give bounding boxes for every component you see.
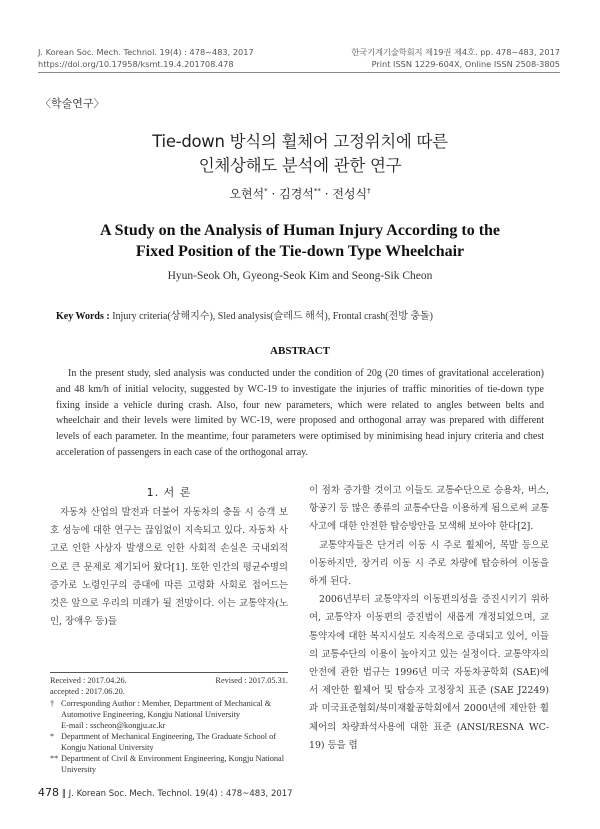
footnote-author-3 [50,753,288,775]
body-paragraph: 2006년부터 교통약자의 이동편의성을 증진시키기 위하여, 교통약자 이동편의 증진법이 새롭게 개정되었으며, 교통약자에 대한 복지시설도 지속적으로 증대되고 있어, 이들의 교통수단의 이용이 높아지고 있는 실정이다. 교통약자의 안전에 관한 법규는 1996년 미국 자동차공학회 (SAE)에서 제안한 휠체어 및 탑승자 고정장치 표준 (SAE J2249)과 미국표준협회/북미재활공학회에서 2000년에 제안한 휠체어의 차량좌석사용에 대한 표준 (ANSI/RESNA WC-19) 등을 렵 [309,594,549,751]
footnote-mark: * [50,732,55,741]
footnote-author-2 [50,731,288,753]
footer-citation: J. Korean Soc. Mech. Technol. 19(4) : 478~483, 2017 [68,789,293,799]
received-date: Received : 2017.04.26. [50,676,127,685]
body-paragraph: 이 점차 증가할 것이고 이들도 교통수단으로 승용차, 버스, 항공기 등 많은 종류의 교통수단을 이용하게 됨으로써 교통사고에 대한 안전한 탑승방안을 모색해 보아야 한다[2]. [309,485,549,533]
accepted-date: accepted : 2017.06.20. [50,687,125,696]
body-paragraph: 교통약자들은 단거리 이동 시 주로 휠체어, 목발 등으로 이동하지만, 장거리 이동 시 주로 차량에 탑승하여 이동을 하게 된다. [309,539,549,588]
footnote-divider [50,672,288,673]
author-separator: · [267,187,280,201]
header-divider [38,72,560,73]
article-dates [50,675,288,697]
author-3-mark: † [367,187,371,195]
abstract-title: ABSTRACT [270,345,330,357]
footnote-mark: ** [50,754,59,763]
title-english-line-1: A Study on the Analysis of Human Injury According to the [99,222,501,239]
authors-english: Hyun-Seok Oh, Gyeong-Seok Kim and Seong-Sik Cheon [167,270,433,282]
author-2-mark: ** [313,187,321,195]
footnote-corresponding-author [50,698,288,731]
author-1-mark: * [264,187,268,195]
footnote-mark: † [50,699,55,708]
author-1: 오현석 [229,187,265,201]
body-paragraph: 자동차 산업의 발전과 더불어 자동차의 충돌 시 승객 보호 성능에 대한 연구는 끊임없이 지속되고 있다. 자동차 사고로 인한 사상자 발생으로 인한 사회적 손실은 국내외적으로 큰 문제로 제기되어 왔다[1]. 또한 인간의 평균수명의 증가로 노령인구의 증대에 따른 고령화 사회로 접어드는 것은 앞으로 우리의 미래가 될 전망이다. 이는 교통약자(노인, 장애우 등)들 [50,507,288,628]
section-heading-introduction: 1. 서 론 [146,486,192,499]
left-column [50,482,288,631]
footer-separator: ‖ [61,789,66,799]
abstract-text: In the present study, sled analysis was conducted under the condition of 20g (20 times of gravitational acceleration) and 48 km/h of initial velocity, suggested by WC-19 to investigate the injuries of traffic minorities of tie-down type fixing inside a vehicle during crash. Also, four new parameters, which were related to angles between belts and wheelchair and their levels were limited by WC-19, were proposed and orthogonal array was prepared with different levels of each parameter. In the meantime, four parameters were optimised by minimising head injury criteria and chest acceleration of passengers in each case of the orthogonal array. [56,368,544,458]
article-category: 〈학술연구〉 [40,97,105,110]
running-header-right [351,46,560,70]
author-2: 김경석 [279,187,314,201]
right-column [309,482,549,755]
doi-link[interactable]: https://doi.org/10.17958/ksmt.19.4.201708.478 [38,59,234,69]
title-korean-line-1: Tie-down 방식의 휠체어 고정위치에 따른 [152,132,448,151]
running-header-left [38,46,254,70]
keywords-label: Key Words : [56,311,110,322]
authors-korean [0,185,600,202]
title-korean-line-2: 인체상해도 분석에 관한 연구 [198,156,402,175]
page-footer [38,786,293,799]
revised-date: Revised : 2017.05.31. [215,676,288,685]
footnote-email[interactable]: E-mail : sscheon@kongju.ac.kr [61,721,166,730]
footnote-text: Department of Mechanical Engineering, The Graduate School of Kongju National University [61,732,277,752]
author-3: 전성식 [332,187,368,201]
author-separator: · [320,187,333,201]
page-number: 478 [38,786,59,799]
issn-line: Print ISSN 1229-604X, Online ISSN 2508-3805 [371,59,560,69]
footnote-text: Corresponding Author : Member, Department of Mechanical & Automotive Engineering, Kongju National University [61,699,272,719]
footnote-text: Department of Civil & Environment Engineering, Kongju National University [61,754,285,774]
keywords-text: Injury criteria(상해지수), Sled analysis(슬레드 해석), Frontal crash(전방 충돌) [112,311,434,322]
keywords [56,307,433,322]
journal-citation-korean: 한국기계기술학회지 제19권 제4호. pp. 478~483, 2017 [351,47,560,57]
title-english-line-2: Fixed Position of the Tie-down Type Wheelchair [135,243,465,260]
journal-citation: J. Korean Soc. Mech. Technol. 19(4) : 478~483, 2017 [38,47,254,57]
